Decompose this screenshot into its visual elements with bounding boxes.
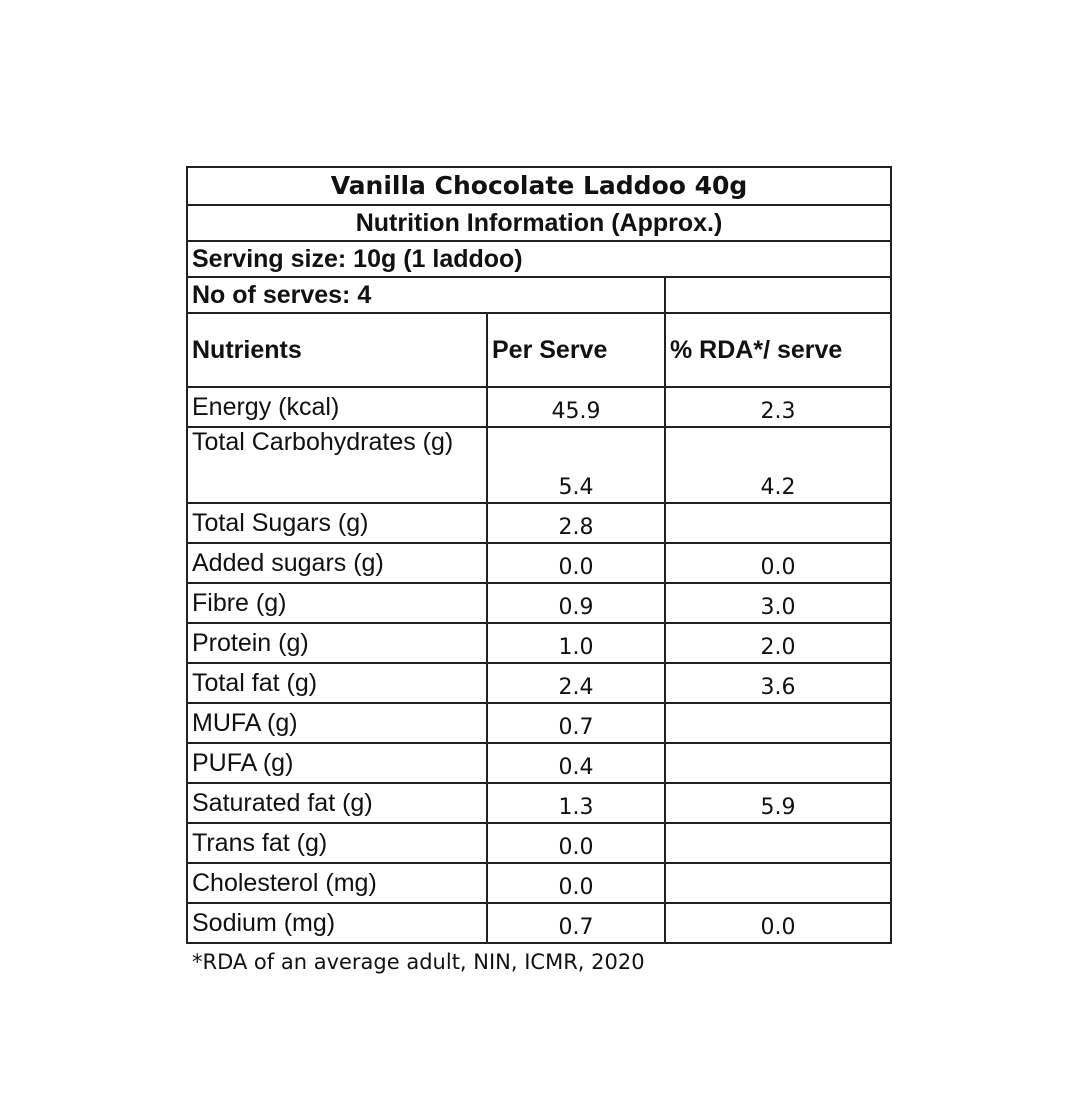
- column-header-per-serve: Per Serve: [487, 313, 665, 387]
- nutrient-name: Total Sugars (g): [187, 503, 487, 543]
- per-serve-value: 0.0: [487, 863, 665, 903]
- rda-value: 0.0: [665, 543, 891, 583]
- title-row: [187, 167, 891, 205]
- table-row: [187, 663, 891, 703]
- serves-empty-cell: [665, 277, 891, 313]
- column-header-row: [187, 313, 891, 387]
- rda-value: 0.0: [665, 903, 891, 943]
- rda-value: 3.6: [665, 663, 891, 703]
- nutrient-name: Total Carbohydrates (g): [187, 427, 487, 503]
- nutrition-label: [186, 166, 890, 974]
- nutrition-heading: Nutrition Information (Approx.): [187, 205, 891, 241]
- heading-row: [187, 205, 891, 241]
- table-row: [187, 703, 891, 743]
- per-serve-value: 0.7: [487, 903, 665, 943]
- table-row: [187, 823, 891, 863]
- no-of-serves: No of serves: 4: [187, 277, 665, 313]
- table-row: [187, 863, 891, 903]
- nutrient-name: Fibre (g): [187, 583, 487, 623]
- per-serve-value: 45.9: [487, 387, 665, 427]
- rda-value: 3.0: [665, 583, 891, 623]
- table-row: [187, 427, 891, 503]
- table-row: [187, 583, 891, 623]
- serves-row: [187, 277, 891, 313]
- nutrient-name: Cholesterol (mg): [187, 863, 487, 903]
- per-serve-value: 0.4: [487, 743, 665, 783]
- serving-size: Serving size: 10g (1 laddoo): [187, 241, 891, 277]
- rda-value: 4.2: [665, 427, 891, 503]
- per-serve-value: 0.7: [487, 703, 665, 743]
- table-row: [187, 387, 891, 427]
- per-serve-value: 5.4: [487, 427, 665, 503]
- nutrient-name: Protein (g): [187, 623, 487, 663]
- per-serve-value: 0.9: [487, 583, 665, 623]
- per-serve-value: 1.0: [487, 623, 665, 663]
- product-title: Vanilla Chocolate Laddoo 40g: [187, 167, 891, 205]
- rda-value: 2.0: [665, 623, 891, 663]
- serving-size-row: [187, 241, 891, 277]
- table-row: [187, 543, 891, 583]
- rda-value: [665, 823, 891, 863]
- column-header-rda: % RDA*/ serve: [665, 313, 891, 387]
- table-row: [187, 503, 891, 543]
- nutrient-name: Total fat (g): [187, 663, 487, 703]
- rda-value: 2.3: [665, 387, 891, 427]
- table-row: [187, 903, 891, 943]
- rda-value: [665, 703, 891, 743]
- rda-value: 5.9: [665, 783, 891, 823]
- per-serve-value: 2.4: [487, 663, 665, 703]
- rda-value: [665, 743, 891, 783]
- nutrient-name: Energy (kcal): [187, 387, 487, 427]
- nutrient-name: PUFA (g): [187, 743, 487, 783]
- column-header-nutrients: Nutrients: [187, 313, 487, 387]
- nutrient-name: Saturated fat (g): [187, 783, 487, 823]
- per-serve-value: 0.0: [487, 543, 665, 583]
- per-serve-value: 0.0: [487, 823, 665, 863]
- nutrient-name: Sodium (mg): [187, 903, 487, 943]
- nutrient-name: Added sugars (g): [187, 543, 487, 583]
- table-row: [187, 743, 891, 783]
- rda-value: [665, 503, 891, 543]
- footnote: *RDA of an average adult, NIN, ICMR, 2020: [192, 950, 645, 974]
- table-row: [187, 783, 891, 823]
- nutrition-table: [186, 166, 892, 944]
- table-row: [187, 623, 891, 663]
- nutrient-name: MUFA (g): [187, 703, 487, 743]
- per-serve-value: 1.3: [487, 783, 665, 823]
- nutrient-name: Trans fat (g): [187, 823, 487, 863]
- per-serve-value: 2.8: [487, 503, 665, 543]
- rda-value: [665, 863, 891, 903]
